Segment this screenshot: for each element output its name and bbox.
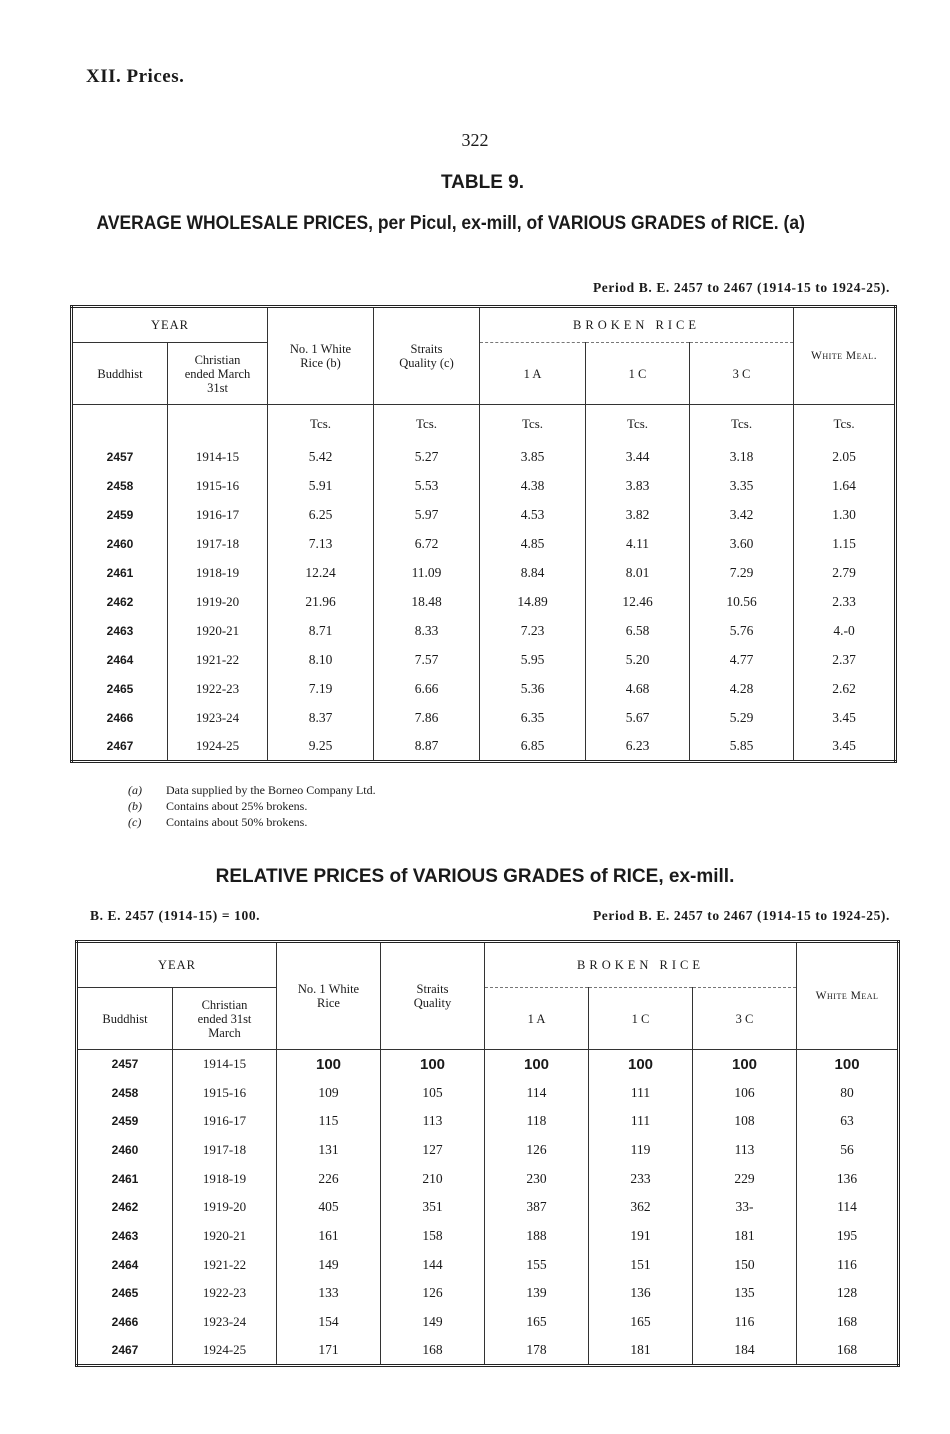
table-cell-be: 2461 — [111, 1171, 139, 1186]
table-cell-sq: 8.33 — [374, 617, 480, 646]
table-cell-c1: 181 — [589, 1336, 693, 1365]
table-row — [72, 646, 896, 675]
table-cell-a1: 5.36 — [480, 675, 586, 704]
table-cell-ce: 1917-18 — [173, 1136, 277, 1165]
table-cell-wm: 116 — [797, 1250, 899, 1279]
table-cell-wr: 109 — [277, 1078, 381, 1107]
table-cell-be: 2463 — [111, 1228, 139, 1243]
table-cell-wr: 226 — [277, 1164, 381, 1193]
table-cell-c1: 3.44 — [586, 443, 690, 472]
table-cell-c3: 4.28 — [690, 675, 794, 704]
table-cell-a1: 6.85 — [480, 733, 586, 762]
table-cell-a1: 3.85 — [480, 443, 586, 472]
table-cell-c1: 6.23 — [586, 733, 690, 762]
table-cell-be: 2457 — [106, 450, 134, 464]
table-cell-ce: 1920-21 — [168, 617, 268, 646]
table-cell-sq: 144 — [381, 1250, 485, 1279]
table-cell-be: 2458 — [106, 479, 134, 493]
table-cell-be: 2458 — [111, 1085, 139, 1100]
table-cell-be: 2462 — [106, 595, 134, 609]
table1-period: Period B. E. 2457 to 2467 (1914-15 to 1924-25). — [592, 280, 890, 295]
table-cell-c1: 3.82 — [586, 501, 690, 530]
table-cell-wm: 168 — [797, 1308, 899, 1337]
table-cell-c1: 6.58 — [586, 617, 690, 646]
table-cell-sq: 351 — [381, 1193, 485, 1222]
table-cell-a1: 387 — [485, 1193, 589, 1222]
table-row — [72, 443, 896, 472]
table-cell-sq: 100 — [381, 1050, 485, 1079]
unit-label: Tcs. — [374, 405, 480, 443]
table-cell-wm: 3.45 — [794, 733, 896, 762]
table-cell-c1: 362 — [589, 1193, 693, 1222]
table-row — [77, 1078, 899, 1107]
table-cell-wm: 2.79 — [794, 559, 896, 588]
table-cell-c3: 3.60 — [690, 530, 794, 559]
table-cell-wm: 2.37 — [794, 646, 896, 675]
table-cell-wm: 63 — [797, 1107, 899, 1136]
table-cell-ce: 1915-16 — [168, 472, 268, 501]
table-cell-c3: 3.42 — [690, 501, 794, 530]
unit-label: Tcs. — [690, 405, 794, 443]
table-cell-sq: 158 — [381, 1222, 485, 1251]
table-cell-wm: 2.62 — [794, 675, 896, 704]
table-cell-sq: 5.53 — [374, 472, 480, 501]
table-cell-wr: 7.19 — [268, 675, 374, 704]
white-rice-header: No. 1 White Rice — [277, 942, 381, 1050]
table2-base: B. E. 2457 (1914-15) = 100. — [90, 908, 261, 923]
table-cell-sq: 5.97 — [374, 501, 480, 530]
table-cell-c3: 7.29 — [690, 559, 794, 588]
unit-label: Tcs. — [586, 405, 690, 443]
table-cell-c3: 5.85 — [690, 733, 794, 762]
table-row — [77, 1250, 899, 1279]
table-cell-sq: 149 — [381, 1308, 485, 1337]
table-cell-wr: 5.91 — [268, 472, 374, 501]
table-cell-be: 2467 — [111, 1342, 139, 1357]
table-row — [77, 1279, 899, 1308]
table-cell-wr: 161 — [277, 1222, 381, 1251]
table-row — [72, 472, 896, 501]
table-cell-be: 2460 — [106, 537, 134, 551]
table-cell-ce: 1916-17 — [168, 501, 268, 530]
table-row — [77, 1164, 899, 1193]
table-cell-ce: 1919-20 — [173, 1193, 277, 1222]
table-cell-wr: 115 — [277, 1107, 381, 1136]
table-cell-wm: 168 — [797, 1336, 899, 1365]
table-cell-c1: 165 — [589, 1308, 693, 1337]
table-cell-be: 2464 — [111, 1257, 139, 1272]
table-cell-a1: 8.84 — [480, 559, 586, 588]
table-cell-sq: 6.72 — [374, 530, 480, 559]
table-cell-sq: 126 — [381, 1279, 485, 1308]
table-cell-sq: 168 — [381, 1336, 485, 1365]
table-cell-c1: 119 — [589, 1136, 693, 1165]
table-cell-ce: 1918-19 — [173, 1164, 277, 1193]
table-cell-wr: 12.24 — [268, 559, 374, 588]
table-cell-a1: 188 — [485, 1222, 589, 1251]
table-cell-ce: 1920-21 — [173, 1222, 277, 1251]
table-row — [72, 704, 896, 733]
table-cell-a1: 126 — [485, 1136, 589, 1165]
christian-header: Christian ended March 31st — [168, 343, 268, 405]
table-cell-wm: 80 — [797, 1078, 899, 1107]
table-row — [72, 501, 896, 530]
table-cell-c1: 12.46 — [586, 588, 690, 617]
table-cell-c1: 4.11 — [586, 530, 690, 559]
buddhist-header: Buddhist — [72, 343, 168, 405]
table-row — [77, 1308, 899, 1337]
unit-label: Tcs. — [268, 405, 374, 443]
section-title: XII. Prices. — [86, 66, 185, 87]
table-cell-wr: 100 — [277, 1050, 381, 1079]
table-cell-wr: 8.37 — [268, 704, 374, 733]
table-cell-wm: 3.45 — [794, 704, 896, 733]
table-cell-wm: 114 — [797, 1193, 899, 1222]
table-cell-be: 2461 — [106, 566, 134, 580]
table-cell-c3: 3.35 — [690, 472, 794, 501]
table-cell-sq: 11.09 — [374, 559, 480, 588]
table-cell-ce: 1924-25 — [173, 1336, 277, 1365]
table-cell-c1: 4.68 — [586, 675, 690, 704]
table1-title: AVERAGE WHOLESALE PRICES, per Picul, ex-mill, of VARIOUS GRADES of RICE. (a) — [96, 213, 805, 234]
table-cell-wm: 128 — [797, 1279, 899, 1308]
table-cell-wr: 154 — [277, 1308, 381, 1337]
table-cell-be: 2457 — [111, 1057, 139, 1072]
table-cell-c3: 100 — [693, 1050, 797, 1079]
table-cell-c3: 116 — [693, 1308, 797, 1337]
table-cell-c3: 5.76 — [690, 617, 794, 646]
table-cell-wr: 5.42 — [268, 443, 374, 472]
table-cell-wm: 1.64 — [794, 472, 896, 501]
table-cell-c1: 111 — [589, 1107, 693, 1136]
table-cell-be: 2464 — [106, 653, 134, 667]
table-cell-ce: 1923-24 — [168, 704, 268, 733]
table-cell-sq: 127 — [381, 1136, 485, 1165]
table2-period: Period B. E. 2457 to 2467 (1914-15 to 1924-25). — [592, 908, 890, 923]
table-cell-c1: 233 — [589, 1164, 693, 1193]
table-cell-be: 2460 — [111, 1142, 139, 1157]
table-cell-c1: 5.67 — [586, 704, 690, 733]
table-cell-wr: 171 — [277, 1336, 381, 1365]
table-cell-ce: 1922-23 — [168, 675, 268, 704]
table-cell-ce: 1918-19 — [168, 559, 268, 588]
table-cell-wm: 136 — [797, 1164, 899, 1193]
table-cell-a1: 14.89 — [480, 588, 586, 617]
table-row — [72, 617, 896, 646]
table-cell-a1: 139 — [485, 1279, 589, 1308]
table-cell-ce: 1917-18 — [168, 530, 268, 559]
table-cell-ce: 1921-22 — [168, 646, 268, 675]
table-cell-a1: 4.85 — [480, 530, 586, 559]
grade-1c-header: 1 C — [589, 988, 693, 1050]
table-cell-wm: 1.30 — [794, 501, 896, 530]
table-row — [77, 1107, 899, 1136]
table-cell-sq: 5.27 — [374, 443, 480, 472]
table-cell-sq: 210 — [381, 1164, 485, 1193]
table-cell-wr: 8.10 — [268, 646, 374, 675]
table-cell-c1: 151 — [589, 1250, 693, 1279]
table-cell-wr: 9.25 — [268, 733, 374, 762]
table-row — [77, 1050, 899, 1079]
table-cell-c1: 136 — [589, 1279, 693, 1308]
footnote-a: (a) Data supplied by the Borneo Company Ltd. — [128, 783, 376, 797]
table-cell-sq: 7.86 — [374, 704, 480, 733]
table-cell-wm: 56 — [797, 1136, 899, 1165]
table-cell-wr: 8.71 — [268, 617, 374, 646]
table-cell-c3: 181 — [693, 1222, 797, 1251]
table-row — [72, 733, 896, 762]
table-cell-c3: 106 — [693, 1078, 797, 1107]
table-cell-sq: 18.48 — [374, 588, 480, 617]
table-cell-be: 2459 — [111, 1114, 139, 1129]
average-prices-table — [70, 305, 897, 763]
table-cell-sq: 6.66 — [374, 675, 480, 704]
table-cell-a1: 100 — [485, 1050, 589, 1079]
table-cell-c3: 4.77 — [690, 646, 794, 675]
table-cell-be: 2465 — [106, 682, 134, 696]
table-cell-be: 2466 — [111, 1315, 139, 1330]
table-cell-a1: 6.35 — [480, 704, 586, 733]
table-cell-wr: 131 — [277, 1136, 381, 1165]
table-cell-ce: 1921-22 — [173, 1250, 277, 1279]
table-cell-c3: 3.18 — [690, 443, 794, 472]
white-meal-header: White Meal. — [794, 307, 896, 405]
table-cell-a1: 7.23 — [480, 617, 586, 646]
table-cell-ce: 1922-23 — [173, 1279, 277, 1308]
table-cell-c3: 108 — [693, 1107, 797, 1136]
table-row — [72, 530, 896, 559]
table-cell-wr: 149 — [277, 1250, 381, 1279]
table-cell-ce: 1916-17 — [173, 1107, 277, 1136]
table-cell-wr: 7.13 — [268, 530, 374, 559]
table-row — [77, 1336, 899, 1365]
table-cell-c3: 229 — [693, 1164, 797, 1193]
table-cell-c1: 191 — [589, 1222, 693, 1251]
table-row — [72, 675, 896, 704]
table-cell-a1: 165 — [485, 1308, 589, 1337]
table-cell-be: 2466 — [106, 711, 134, 725]
grade-1a-header: 1 A — [480, 343, 586, 405]
table-cell-be: 2462 — [111, 1200, 139, 1215]
table-cell-c3: 150 — [693, 1250, 797, 1279]
table-cell-wm: 2.33 — [794, 588, 896, 617]
table-cell-wm: 100 — [797, 1050, 899, 1079]
table-cell-sq: 8.87 — [374, 733, 480, 762]
year-header: YEAR — [77, 942, 277, 988]
year-header: YEAR — [72, 307, 268, 343]
table-cell-c3: 184 — [693, 1336, 797, 1365]
white-meal-header: White Meal — [797, 942, 899, 1050]
table-cell-c3: 10.56 — [690, 588, 794, 617]
buddhist-header: Buddhist — [77, 988, 173, 1050]
table-cell-a1: 4.38 — [480, 472, 586, 501]
table-cell-c1: 8.01 — [586, 559, 690, 588]
table-cell-c3: 135 — [693, 1279, 797, 1308]
table-cell-ce: 1923-24 — [173, 1308, 277, 1337]
footnotes — [128, 782, 376, 830]
grade-1c-header: 1 C — [586, 343, 690, 405]
table-cell-a1: 118 — [485, 1107, 589, 1136]
white-rice-header: No. 1 White Rice (b) — [268, 307, 374, 405]
table-cell-wm: 1.15 — [794, 530, 896, 559]
table-label: TABLE 9. — [440, 172, 525, 193]
table-cell-a1: 114 — [485, 1078, 589, 1107]
table-cell-a1: 4.53 — [480, 501, 586, 530]
table-cell-wr: 133 — [277, 1279, 381, 1308]
table-row — [77, 1193, 899, 1222]
table2-title: RELATIVE PRICES of VARIOUS GRADES of RICE, ex-mill. — [215, 866, 735, 887]
footnote-c: (c) Contains about 50% brokens. — [128, 815, 308, 829]
table-cell-c1: 3.83 — [586, 472, 690, 501]
table-cell-c1: 111 — [589, 1078, 693, 1107]
table-cell-wm: 4.-0 — [794, 617, 896, 646]
table-cell-sq: 7.57 — [374, 646, 480, 675]
relative-prices-table — [75, 940, 900, 1367]
table-cell-a1: 155 — [485, 1250, 589, 1279]
grade-3c-header: 3 C — [690, 343, 794, 405]
broken-rice-header: BROKEN RICE — [480, 307, 794, 343]
table-cell-be: 2465 — [111, 1286, 139, 1301]
table-cell-c3: 33- — [693, 1193, 797, 1222]
table-cell-be: 2463 — [106, 624, 134, 638]
table-cell-a1: 178 — [485, 1336, 589, 1365]
table-cell-a1: 230 — [485, 1164, 589, 1193]
table-row — [77, 1222, 899, 1251]
table-cell-wr: 21.96 — [268, 588, 374, 617]
table-row — [77, 1136, 899, 1165]
table-cell-be: 2459 — [106, 508, 134, 522]
table-cell-c1: 100 — [589, 1050, 693, 1079]
table-cell-ce: 1914-15 — [168, 443, 268, 472]
unit-label: Tcs. — [480, 405, 586, 443]
table-cell-c1: 5.20 — [586, 646, 690, 675]
table-cell-be: 2467 — [106, 739, 134, 754]
table-cell-c3: 5.29 — [690, 704, 794, 733]
table-row — [72, 559, 896, 588]
page-number: 322 — [461, 130, 489, 150]
grade-1a-header: 1 A — [485, 988, 589, 1050]
straits-header: Straits Quality (c) — [374, 307, 480, 405]
straits-header: Straits Quality — [381, 942, 485, 1050]
broken-rice-header: BROKEN RICE — [485, 942, 797, 988]
table-cell-wm: 195 — [797, 1222, 899, 1251]
grade-3c-header: 3 C — [693, 988, 797, 1050]
table-cell-ce: 1915-16 — [173, 1078, 277, 1107]
christian-header: Christian ended 31st March — [173, 988, 277, 1050]
table-cell-ce: 1919-20 — [168, 588, 268, 617]
table-cell-ce: 1924-25 — [168, 733, 268, 762]
table-cell-wr: 6.25 — [268, 501, 374, 530]
table-cell-wr: 405 — [277, 1193, 381, 1222]
footnote-b: (b) Contains about 25% brokens. — [128, 799, 308, 813]
table-cell-wm: 2.05 — [794, 443, 896, 472]
table-cell-a1: 5.95 — [480, 646, 586, 675]
unit-label: Tcs. — [794, 405, 896, 443]
table-cell-sq: 113 — [381, 1107, 485, 1136]
table-row — [72, 588, 896, 617]
table-cell-c3: 113 — [693, 1136, 797, 1165]
table-cell-sq: 105 — [381, 1078, 485, 1107]
table-cell-ce: 1914-15 — [173, 1050, 277, 1079]
